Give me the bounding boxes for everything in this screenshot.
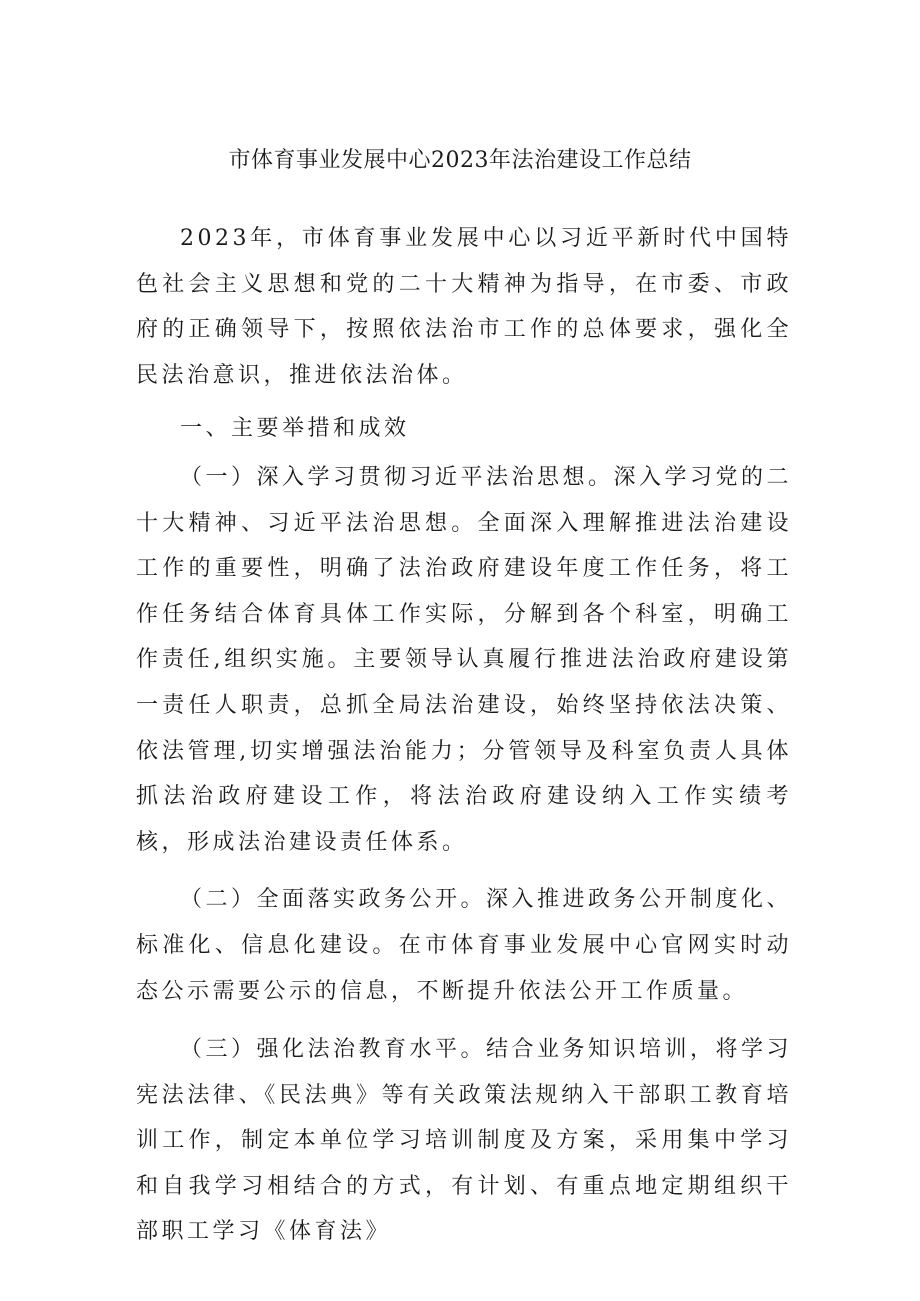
item-paragraph-2: （二）全面落实政务公开。深入推进政务公开制度化、标准化、信息化建设。在市体育事业发展中心官网实时动态公示需要公示的信息，不断提升依法公开工作质量。 [136, 887, 793, 1004]
intro-paragraph: 2023年，市体育事业发展中心以习近平新时代中国特色社会主义思想和党的二十大精神为指导，在市委、市政府的正确领导下，按照依法治市工作的总体要求，强化全民法治意识，推进依法治体。 [136, 226, 792, 388]
item-paragraph-3: （三）强化法治教育水平。结合业务知识培训，将学习宪法法律、《民法典》等有关政策法规纳入干部职工教育培训工作，制定本单位学习培训制度及方案，采用集中学习和自我学习相结合的方式，有计划、有重点地定期组织干部职工学习《体育法》 [136, 1037, 793, 1245]
document-body [136, 216, 792, 1255]
document-title: 市体育事业发展中心2023年法治建设工作总结 [228, 148, 692, 173]
item-paragraph-1: （一）深入学习贯彻习近平法治思想。深入学习党的二十大精神、习近平法治思想。全面深入理解推进法治建设工作的重要性，明确了法治政府建设年度工作任务，将工作任务结合体育具体工作实际，分解到各个科室，明确工作责任,组织实施。主要领导认真履行推进法治政府建设第一责任人职责，总抓全局法治建设，始终坚持依法决策、依法管理,切实增强法治能力；分管领导及科室负责人具体抓法治政府建设工作，将法治政府建设纳入工作实绩考核，形成法治建设责任体系。 [136, 464, 793, 855]
section-heading-1: 一、主要举措和成效 [180, 416, 410, 442]
